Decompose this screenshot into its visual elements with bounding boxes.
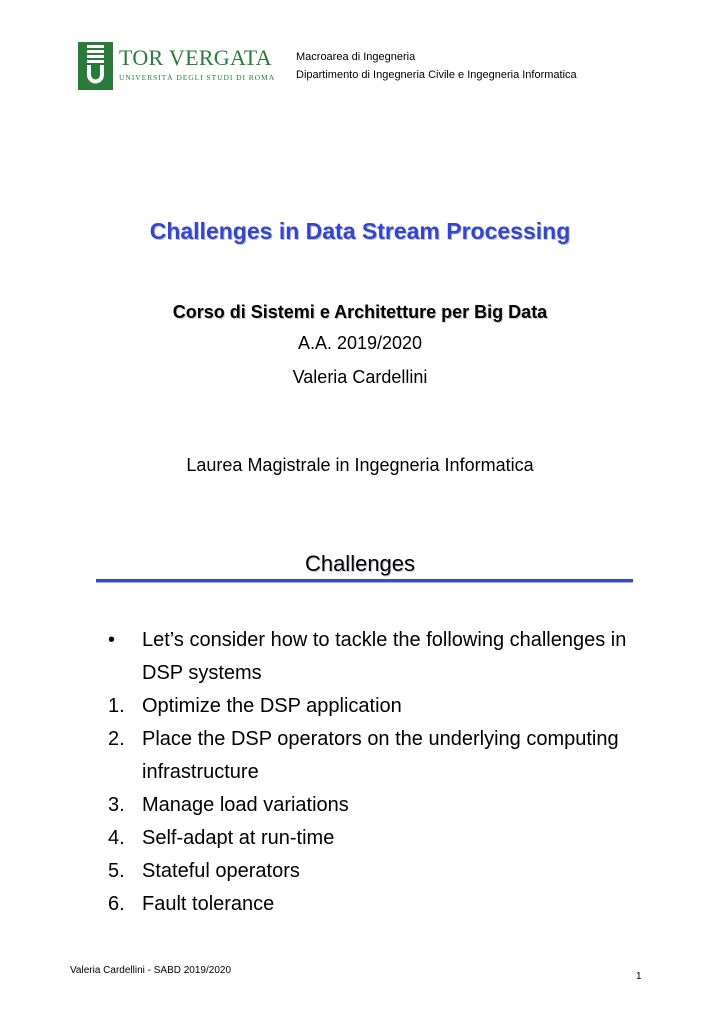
list-item-1 bbox=[108, 690, 628, 723]
heading-underline bbox=[96, 579, 633, 582]
presentation-title: Challenges in Data Stream Processing bbox=[149, 218, 571, 244]
list-item-4 bbox=[108, 822, 628, 855]
list-item-text: Fault tolerance bbox=[142, 893, 275, 915]
list-item-text: Place the DSP operators on the underlying computing infrastructure bbox=[142, 728, 619, 783]
slide-footer: Valeria Cardellini - SABD 2019/2020 bbox=[70, 965, 232, 976]
department-line-1: Macroarea di Ingegneria bbox=[296, 51, 416, 63]
list-item-6 bbox=[108, 888, 628, 921]
list-item-text: Stateful operators bbox=[142, 860, 300, 882]
slide-heading: Challenges bbox=[304, 551, 416, 576]
logo-name: TOR VERGATA bbox=[119, 45, 272, 70]
list-item-5 bbox=[108, 855, 628, 888]
tor-vergata-logo-icon bbox=[78, 42, 113, 90]
bullet-marker: • bbox=[108, 629, 116, 651]
number-marker: 3. bbox=[108, 794, 125, 816]
list-item-text: Let’s consider how to tackle the following challenges in DSP systems bbox=[142, 629, 627, 684]
number-marker: 6. bbox=[108, 893, 125, 915]
list-item-text: Optimize the DSP application bbox=[142, 695, 402, 717]
course-name: Corso di Sistemi e Architetture per Big Data bbox=[172, 302, 548, 322]
number-marker: 4. bbox=[108, 827, 125, 849]
number-marker: 1. bbox=[108, 695, 125, 717]
list-item-intro bbox=[108, 624, 628, 690]
number-marker: 5. bbox=[108, 860, 125, 882]
department-line-2: Dipartimento di Ingegneria Civile e Ingegneria Informatica bbox=[296, 69, 577, 81]
number-marker: 2. bbox=[108, 728, 125, 750]
degree-program: Laurea Magistrale in Ingegneria Informatica bbox=[186, 455, 534, 475]
list-item-text: Self-adapt at run-time bbox=[142, 827, 335, 849]
list-item-text: Manage load variations bbox=[142, 794, 349, 816]
academic-year: A.A. 2019/2020 bbox=[297, 333, 423, 353]
list-item-2 bbox=[108, 723, 628, 789]
university-logo bbox=[78, 42, 278, 92]
list-item-3 bbox=[108, 789, 628, 822]
department-header bbox=[296, 48, 577, 84]
logo-subtitle: UNIVERSITÀ DEGLI STUDI DI ROMA bbox=[119, 73, 276, 82]
challenges-list bbox=[108, 624, 628, 921]
page-number: 1 bbox=[636, 971, 642, 982]
author-name: Valeria Cardellini bbox=[292, 367, 428, 387]
